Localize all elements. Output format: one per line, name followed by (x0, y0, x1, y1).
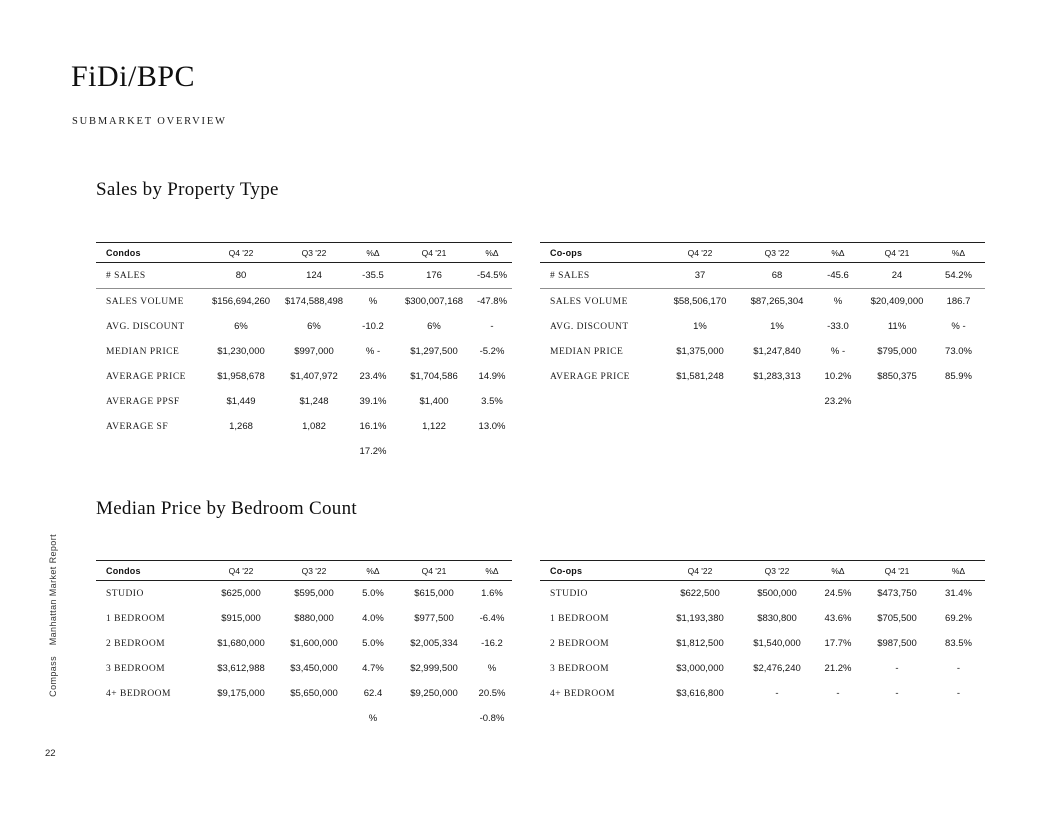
table-cell (204, 439, 278, 464)
table-cell: $1,247,840 (753, 346, 801, 357)
section-heading-sales: Sales by Property Type (96, 179, 279, 200)
table-cell: $1,400 (419, 396, 449, 407)
table-cell: 85.9% (945, 371, 972, 382)
table-cell: 62.4 (363, 688, 383, 699)
table-body (540, 581, 985, 707)
page-title: FiDi/BPC (71, 60, 196, 93)
table-cell (660, 389, 740, 414)
table-cell: $1,704,586 (410, 371, 458, 382)
table-cell: $1,193,380 (676, 613, 724, 624)
table-cell: $1,812,500 (676, 638, 724, 649)
row-label: 4+ BEDROOM (106, 688, 171, 699)
section-heading-bedroom: Median Price by Bedroom Count (96, 498, 357, 519)
table-row (96, 339, 512, 364)
table-cell: $1,283,313 (753, 371, 801, 382)
sales-tables-row (96, 242, 985, 464)
table-row (540, 289, 985, 315)
table-cell: 17.2% (359, 446, 387, 457)
table-row (540, 389, 985, 414)
table-header (540, 243, 985, 263)
table-cell: 37 (660, 263, 740, 289)
table-cell (278, 439, 350, 464)
table-cell: $1,449 (226, 396, 256, 407)
table-cell: 20.5% (478, 688, 506, 699)
row-label (96, 706, 204, 731)
table-cell: 1% (770, 321, 784, 332)
table-cell: 24.5% (824, 588, 852, 599)
row-label: MEDIAN PRICE (550, 346, 624, 357)
column-header: Q4 '22 (204, 561, 278, 581)
sales-coops-table (540, 242, 985, 414)
table-cell: 21.2% (824, 663, 852, 674)
table-cell: $1,248 (299, 396, 329, 407)
table-cell (472, 439, 512, 464)
table-cell: $500,000 (757, 588, 797, 599)
row-label: 1 BEDROOM (550, 613, 610, 624)
page-subtitle: SUBMARKET OVERVIEW (72, 116, 227, 127)
column-header: Q3 '22 (278, 561, 350, 581)
table-cell: % (833, 296, 843, 307)
header-row (96, 243, 512, 263)
table-cell: $595,000 (294, 588, 334, 599)
table-body (540, 263, 985, 415)
table-cell: - (956, 663, 961, 674)
table-cell: -6.4% (479, 613, 505, 624)
row-label: SALES VOLUME (550, 296, 628, 307)
table-cell: $473,750 (877, 588, 917, 599)
table-body (96, 263, 512, 465)
table-cell: $795,000 (877, 346, 917, 357)
table-body (96, 581, 512, 732)
table-cell: 6% (427, 321, 441, 332)
table-cell: -5.2% (479, 346, 505, 357)
column-header: Q3 '22 (740, 561, 814, 581)
row-label: SALES VOLUME (106, 296, 184, 307)
table-cell: $9,250,000 (410, 688, 458, 699)
column-header: %Δ (932, 561, 985, 581)
table-cell: $87,265,304 (750, 296, 804, 307)
table-cell: $3,450,000 (290, 663, 338, 674)
table-row (96, 414, 512, 439)
table-row (96, 314, 512, 339)
row-label: 3 BEDROOM (550, 663, 610, 674)
column-header: Q4 '22 (204, 243, 278, 263)
table-cell: $2,999,500 (410, 663, 458, 674)
table-cell: $625,000 (221, 588, 261, 599)
table-cell: 69.2% (945, 613, 972, 624)
table-row (540, 364, 985, 389)
table-cell: $915,000 (221, 613, 261, 624)
table-cell: $156,694,260 (211, 296, 271, 307)
table-cell: 5.0% (362, 638, 384, 649)
table-cell: 54.2% (932, 263, 985, 289)
column-header: Q3 '22 (278, 243, 350, 263)
column-header: %Δ (472, 243, 512, 263)
table-cell: 3.5% (481, 396, 503, 407)
table-cell: $997,000 (294, 346, 334, 357)
column-header: %Δ (350, 561, 396, 581)
column-header: Condos (96, 561, 204, 581)
table-row (96, 681, 512, 706)
table-cell: -33.0 (827, 321, 849, 332)
table-row (540, 263, 985, 289)
table-cell: 31.4% (945, 588, 972, 599)
table-cell: 14.9% (478, 371, 506, 382)
column-header: %Δ (932, 243, 985, 263)
table-cell: $880,000 (294, 613, 334, 624)
table-cell: -10.2 (362, 321, 384, 332)
table-cell: - (956, 688, 961, 699)
row-label (96, 439, 204, 464)
table-cell (862, 389, 932, 414)
table-cell: $58,506,170 (673, 296, 727, 307)
column-header: Co-ops (540, 561, 660, 581)
table-row (540, 339, 985, 364)
table-cell: $977,500 (414, 613, 454, 624)
table-cell: $1,230,000 (217, 346, 265, 357)
page-number: 22 (45, 748, 56, 759)
row-label: 1 BEDROOM (106, 613, 166, 624)
table-cell: -0.8% (479, 713, 505, 724)
table-cell: $1,958,678 (217, 371, 265, 382)
table-header (540, 561, 985, 581)
table-cell: $850,375 (877, 371, 917, 382)
table-cell: 1.6% (481, 588, 503, 599)
table-row (96, 656, 512, 681)
row-label: AVERAGE SF (106, 421, 169, 432)
table-cell (204, 706, 278, 731)
table-cell: $1,540,000 (753, 638, 801, 649)
table-cell (740, 389, 814, 414)
table-row (540, 681, 985, 706)
table-row (96, 439, 512, 464)
row-label: STUDIO (550, 588, 588, 599)
row-label: AVG. DISCOUNT (106, 321, 185, 332)
table-cell: 13.0% (478, 421, 506, 432)
header-row (540, 243, 985, 263)
table-cell: % (368, 713, 378, 724)
table-cell: $9,175,000 (217, 688, 265, 699)
table-cell: 4.0% (362, 613, 384, 624)
column-header: Q4 '22 (660, 243, 740, 263)
table-row (96, 606, 512, 631)
row-label: AVERAGE PPSF (106, 396, 180, 407)
table-cell: $1,407,972 (290, 371, 338, 382)
table-cell (932, 389, 985, 414)
table-row (96, 263, 512, 289)
table-cell: 1,082 (302, 421, 326, 432)
table-cell: 6% (307, 321, 321, 332)
column-header: Q4 '21 (862, 561, 932, 581)
row-label: 2 BEDROOM (550, 638, 610, 649)
table-cell: $3,616,800 (676, 688, 724, 699)
table-cell: 186.7 (946, 296, 971, 307)
table-cell: 1,268 (229, 421, 253, 432)
table-cell: 176 (396, 263, 472, 289)
table-cell: $300,007,168 (404, 296, 464, 307)
table-cell: 4.7% (362, 663, 384, 674)
table-cell: 124 (278, 263, 350, 289)
bedroom-coops-table (540, 560, 985, 706)
row-label: AVERAGE PRICE (550, 371, 630, 382)
table-row (540, 314, 985, 339)
table-cell: $705,500 (877, 613, 917, 624)
sidebar-brand: Compass (48, 656, 58, 697)
table-cell: - (836, 688, 840, 699)
table-cell: 83.5% (945, 638, 972, 649)
table-cell (396, 706, 472, 731)
table-cell: 1% (693, 321, 707, 332)
table-cell: $1,297,500 (410, 346, 458, 357)
table-row (96, 389, 512, 414)
table-cell: -45.6 (814, 263, 862, 289)
table-cell: $2,476,240 (753, 663, 801, 674)
table-cell: 5.0% (362, 588, 384, 599)
table-cell: - (895, 663, 899, 674)
table-cell: % (487, 663, 497, 674)
table-cell: - (490, 321, 494, 332)
table-cell: 24 (862, 263, 932, 289)
row-label: AVG. DISCOUNT (550, 321, 629, 332)
column-header: Q3 '22 (740, 243, 814, 263)
column-header: Q4 '21 (396, 561, 472, 581)
table-cell: % - (830, 346, 846, 357)
table-cell: 17.7% (824, 638, 852, 649)
table-row (540, 656, 985, 681)
sales-condos-table (96, 242, 512, 464)
header-row (540, 561, 985, 581)
table-row (540, 631, 985, 656)
row-label (540, 389, 660, 414)
table-cell: % - (951, 321, 966, 332)
table-cell: 68 (740, 263, 814, 289)
table-row (96, 364, 512, 389)
table-cell: $830,800 (757, 613, 797, 624)
table-row (540, 606, 985, 631)
table-cell: -47.8% (476, 296, 508, 307)
table-row (96, 631, 512, 656)
column-header: Condos (96, 243, 204, 263)
table-header (96, 561, 512, 581)
table-cell: - (775, 688, 779, 699)
table-cell: $1,680,000 (217, 638, 265, 649)
table-row (96, 289, 512, 315)
table-cell: 39.1% (359, 396, 387, 407)
table-cell: 16.1% (359, 421, 387, 432)
column-header: %Δ (814, 243, 862, 263)
table-cell: $3,612,988 (217, 663, 265, 674)
table-cell: -35.5 (350, 263, 396, 289)
column-header: Q4 '21 (862, 243, 932, 263)
table-cell: 10.2% (824, 371, 852, 382)
table-row (96, 581, 512, 607)
column-header: Q4 '22 (660, 561, 740, 581)
table-cell: $1,600,000 (290, 638, 338, 649)
row-label: # SALES (540, 263, 660, 289)
table-cell: 11% (887, 321, 907, 332)
row-label: STUDIO (106, 588, 144, 599)
table-cell: $174,588,498 (284, 296, 344, 307)
table-cell: $1,375,000 (676, 346, 724, 357)
table-cell: $1,581,248 (676, 371, 724, 382)
column-header: %Δ (472, 561, 512, 581)
table-cell: $20,409,000 (870, 296, 924, 307)
row-label: 2 BEDROOM (106, 638, 166, 649)
table-cell: $987,500 (877, 638, 917, 649)
table-cell: 6% (234, 321, 248, 332)
table-cell: $5,650,000 (290, 688, 338, 699)
column-header: Q4 '21 (396, 243, 472, 263)
header-row (96, 561, 512, 581)
table-cell: $3,000,000 (676, 663, 724, 674)
table-cell: 43.6% (824, 613, 852, 624)
row-label: # SALES (96, 263, 204, 289)
table-cell: $2,005,334 (410, 638, 458, 649)
column-header: %Δ (814, 561, 862, 581)
table-cell: % (368, 296, 378, 307)
table-cell: -54.5% (472, 263, 512, 289)
bedroom-condos-table (96, 560, 512, 731)
table-cell: -16.2 (481, 638, 503, 649)
row-label: AVERAGE PRICE (106, 371, 186, 382)
table-cell: $615,000 (414, 588, 454, 599)
sidebar-report-title: Manhattan Market Report (48, 534, 58, 646)
table-cell (396, 439, 472, 464)
table-cell: - (895, 688, 899, 699)
table-header (96, 243, 512, 263)
table-cell: 1,122 (422, 421, 446, 432)
table-cell: 80 (204, 263, 278, 289)
table-cell: 23.4% (359, 371, 387, 382)
bedroom-tables-row (96, 560, 985, 731)
row-label: MEDIAN PRICE (106, 346, 180, 357)
table-cell: % - (365, 346, 381, 357)
column-header: Co-ops (540, 243, 660, 263)
table-cell (278, 706, 350, 731)
table-cell: 73.0% (945, 346, 972, 357)
table-cell: $622,500 (680, 588, 720, 599)
row-label: 4+ BEDROOM (550, 688, 615, 699)
row-label: 3 BEDROOM (106, 663, 166, 674)
column-header: %Δ (350, 243, 396, 263)
table-row (96, 706, 512, 731)
table-cell: 23.2% (824, 396, 852, 407)
table-row (540, 581, 985, 607)
